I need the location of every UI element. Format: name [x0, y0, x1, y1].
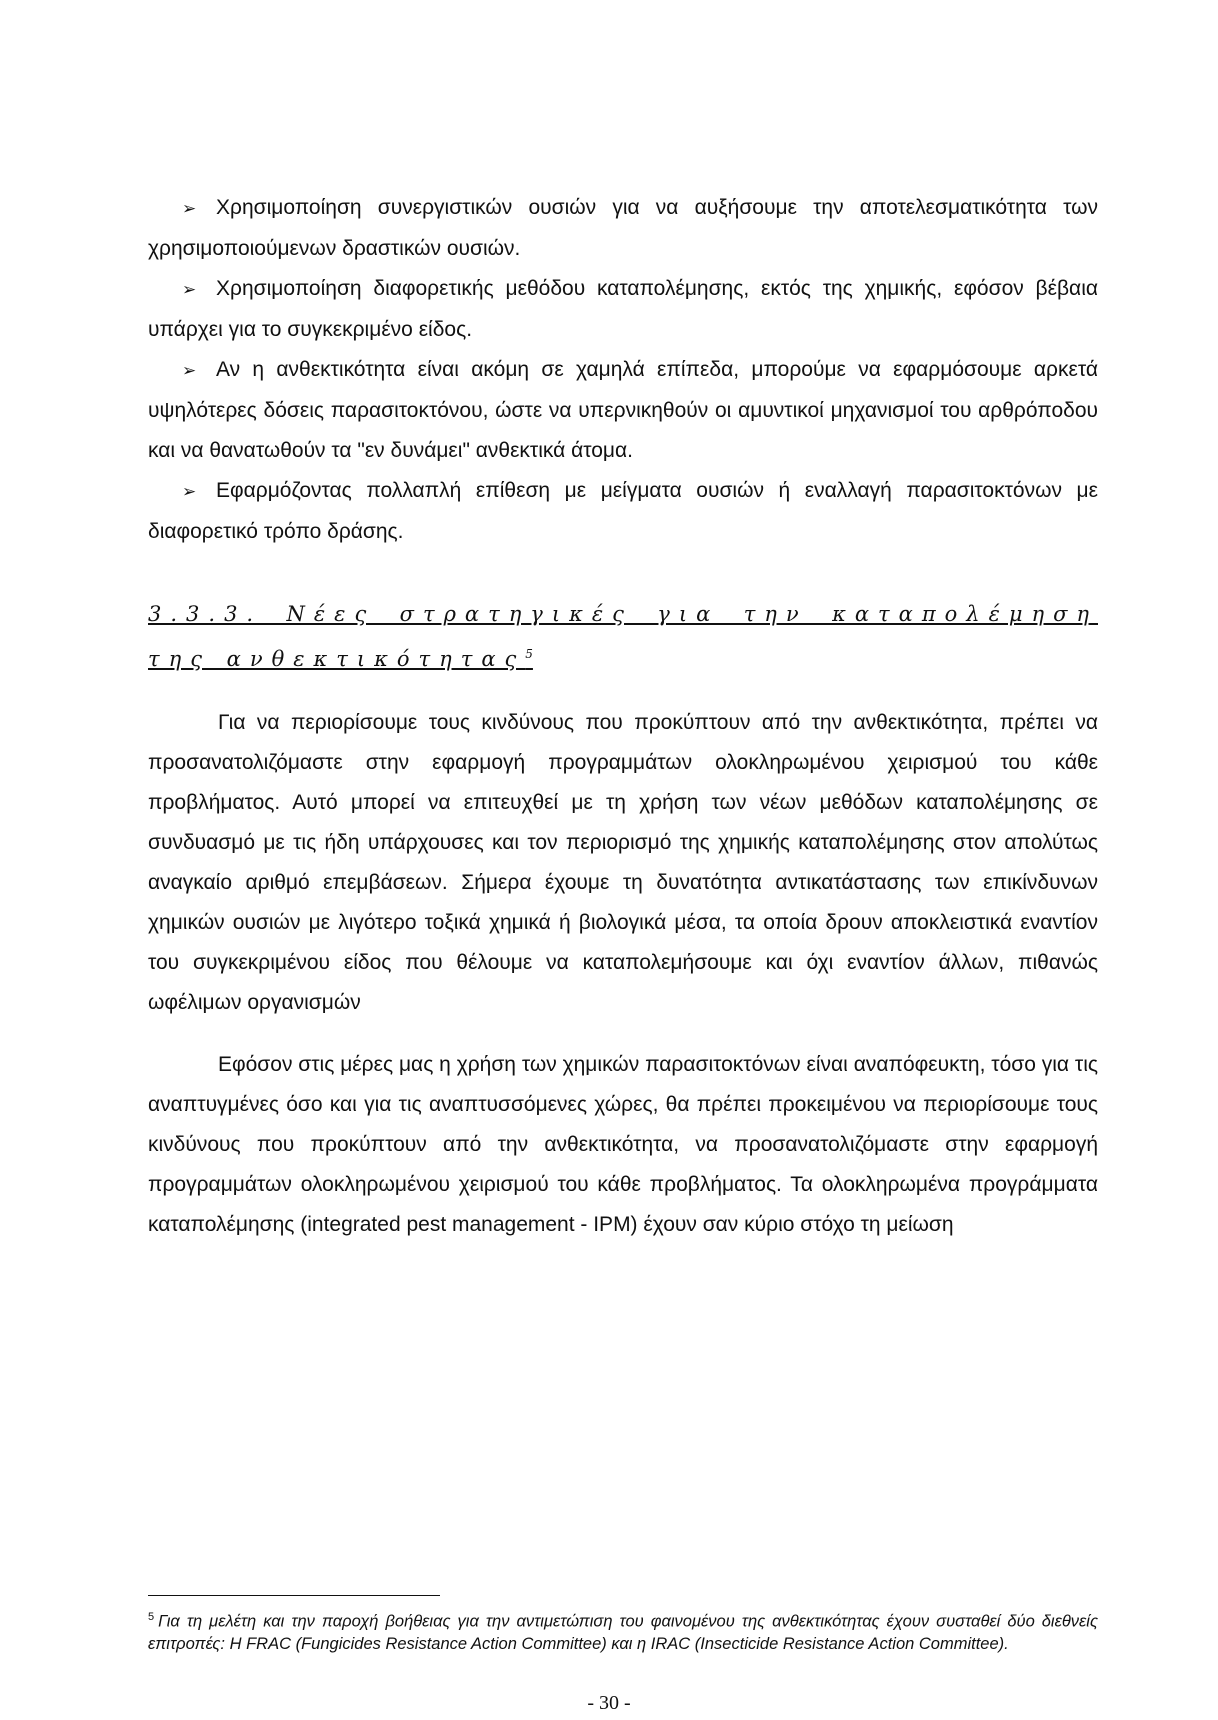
- footnote: [148, 1606, 1098, 1655]
- bullet-item: [148, 188, 1098, 269]
- page-number: - 30 -: [587, 1692, 631, 1714]
- bullet-item: [148, 471, 1098, 552]
- bullet-arrow-icon: ➢: [182, 482, 197, 501]
- footnote-reference: 5: [525, 647, 533, 661]
- footnote-number: 5: [148, 1611, 155, 1623]
- body-paragraph: Για να περιορίσουμε τους κινδύνους που προκύπτουν από την ανθεκτικότητα, πρέπει να προσανατολιζόμαστε στην εφαρμογή προγραμμάτων ολοκληρωμένου χειρισμού του κάθε προβλήματος. Αυτό μπορεί να επιτευχθεί με τη χρήση των νέων μεθόδων καταπολέμησης σε συνδυασμό με τις ήδη υπάρχουσες και τον περιορισμό της χημικής καταπολέμησης στον απολύτως αναγκαίο αριθμό επεμβάσεων. Σήμερα έχουμε τη δυνατότητα αντικατάστασης των επικίνδυνων χημικών ουσιών με λιγότερο τοξικά χημικά ή βιολογικά μέσα, τα οποία δρουν αποκλειστικά εναντίον του συγκεκριμένου είδος που θέλουμε να καταπολεμήσουμε και όχι εναντίον άλλων, πιθανώς ωφέλιμων οργανισμών: [148, 711, 1098, 1014]
- body-paragraph: Εφόσον στις μέρες μας η χρήση των χημικών παρασιτοκτόνων είναι αναπόφευκτη, τόσο για τις αναπτυγμένες όσο και για τις αναπτυσσόμενες χώρες, θα πρέπει προκειμένου να περιορίσουμε τους κινδύνους που προκύπτουν από την ανθεκτικότητα, να προσανατολιζόμαστε στην εφαρμογή προγραμμάτων ολοκληρωμένου χειρισμού του κάθε προβλήματος. Τα ολοκληρωμένα προγράμματα καταπολέμησης (integrated pest management - IPM) έχουν σαν κύριο στόχο τη μείωση: [148, 1053, 1098, 1236]
- bullet-item: [148, 350, 1098, 471]
- bullet-arrow-icon: ➢: [182, 199, 197, 218]
- bullet-text: Χρησιμοποίηση συνεργιστικών ουσιών για να αυξήσουμε την αποτελεσματικότητα των χρησιμοποιούμενων δραστικών ουσιών.: [148, 196, 1098, 260]
- footnote-text: Για τη μελέτη και την παροχή βοήθειας για την αντιμετώπιση του φαινομένου της ανθεκτικότητας έχουν συσταθεί δύο διεθνείς επιτροπές: Η FRAC (Fungicides Resistance Action Committee) και η IRAC (Insecticide Resistance Action Committee).: [148, 1612, 1098, 1653]
- bullet-text: Εφαρμόζοντας πολλαπλή επίθεση με μείγματα ουσιών ή εναλλαγή παρασιτοκτόνων με διαφορετικό τρόπο δράσης.: [148, 479, 1098, 543]
- bullet-arrow-icon: ➢: [182, 280, 197, 299]
- bullet-arrow-icon: ➢: [182, 361, 197, 380]
- document-page: [148, 188, 1098, 1266]
- bullet-item: [148, 269, 1098, 350]
- bullet-text: Χρησιμοποίηση διαφορετικής μεθόδου καταπολέμησης, εκτός της χημικής, εφόσον βέβαια υπάρχει για το συγκεκριμένο είδος.: [148, 277, 1098, 341]
- footnote-divider: [148, 1595, 440, 1596]
- section-heading: [148, 594, 1098, 679]
- bullet-text: Αν η ανθεκτικότητα είναι ακόμη σε χαμηλά επίπεδα, μπορούμε να εφαρμόσουμε αρκετά υψηλότερες δόσεις παρασιτοκτόνου, ώστε να υπερνικηθούν οι αμυντικοί μηχανισμοί του αρθρόποδου και να θανατωθούν τα "εν δυνάμει" ανθεκτικά άτομα.: [148, 358, 1098, 462]
- section-heading-text: 3.3.3. Νέες στρατηγικές για την καταπολέμηση της ανθεκτικότητας: [148, 602, 1098, 671]
